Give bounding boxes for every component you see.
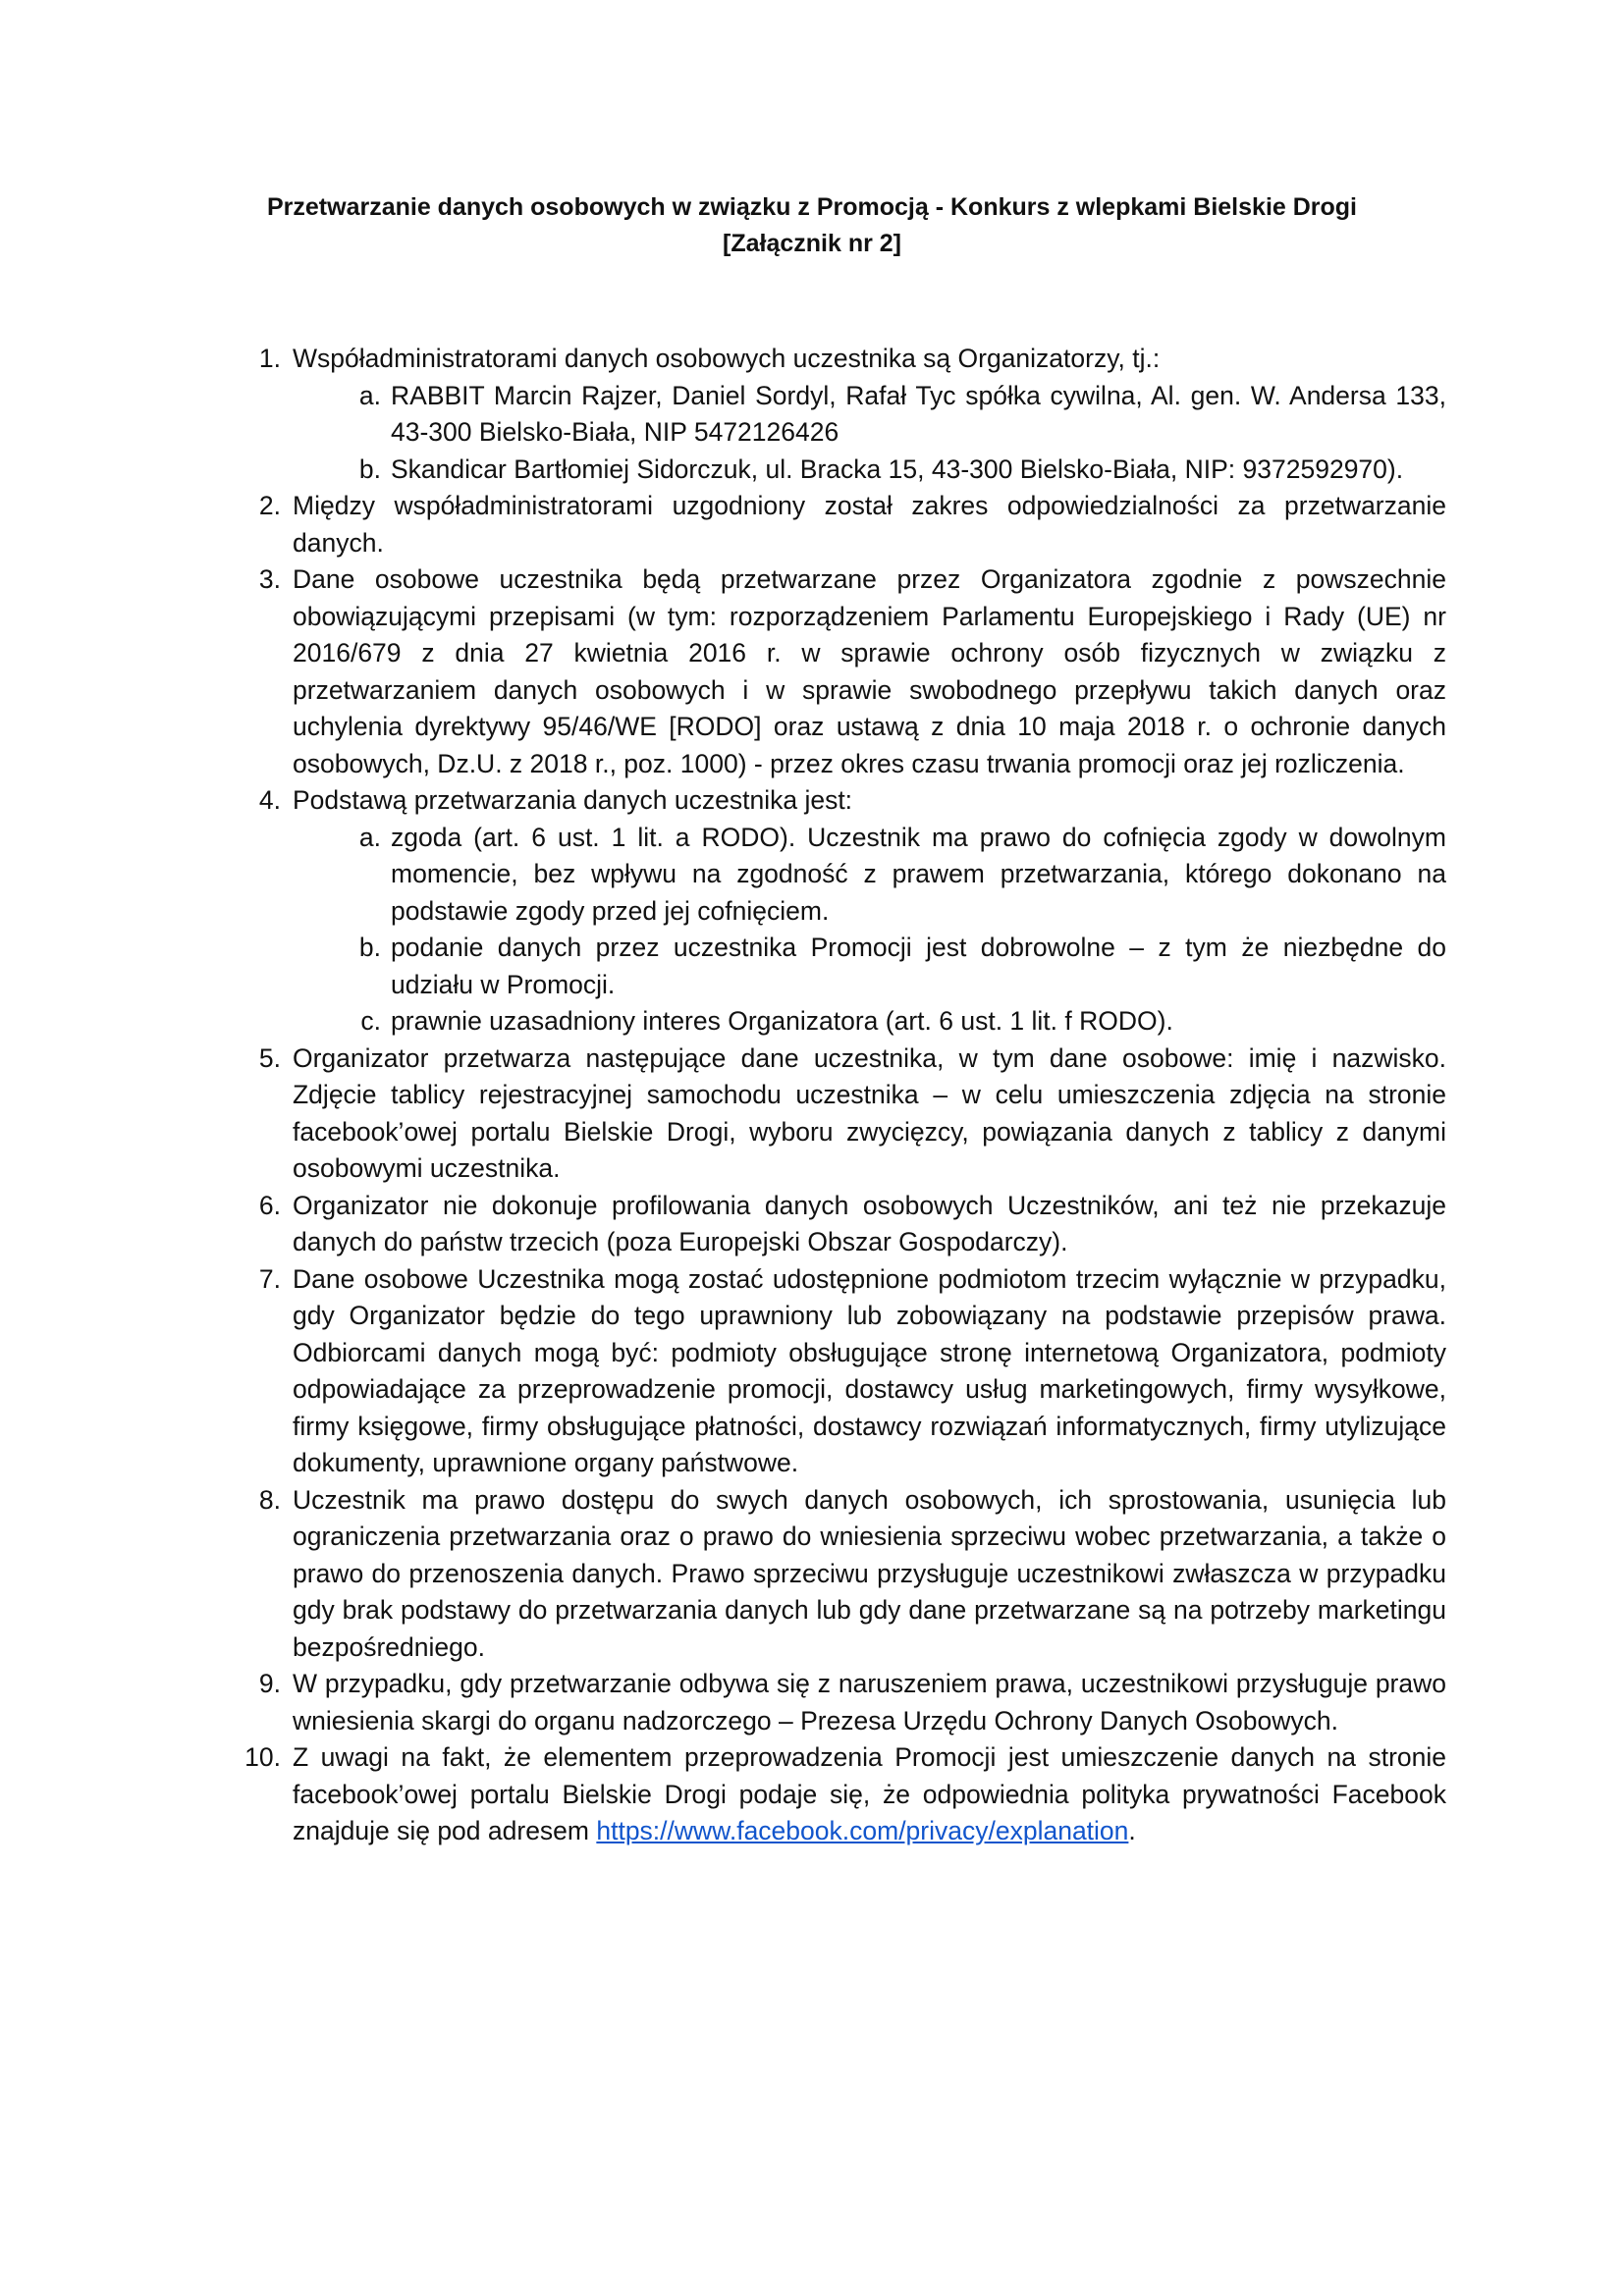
sub-text: RABBIT Marcin Rajzer, Daniel Sordyl, Rafał Tyc spółka cywilna, Al. gen. W. Andersa 133, 43-300 Bielsko-Biała, NIP 5472126426: [391, 380, 1446, 447]
clause-text: Uczestnik ma prawo dostępu do swych danych osobowych, ich sprostowania, usunięcia lub ograniczenia przetwarzania oraz o prawo do wniesienia sprzeciwu wobec przetwarzania, a także o prawo do przenoszenia danych. Prawo sprzeciwu przysługuje uczestnikowi zwłaszcza w przypadku gdy brak podstawy do przetwarzania danych lub gdy dane przetwarzane są na potrzeby marketingu bezpośredniego.: [293, 1484, 1446, 1662]
clause-1-b: [358, 452, 1446, 489]
clause-3: [258, 561, 1446, 782]
clause-text: Dane osobowe uczestnika będą przetwarzane przez Organizatora zgodnie z powszechnie obowiązującymi przepisami (w tym: rozporządzeniem Parlamentu Europejskiego i Rady (UE) nr 2016/679 z dnia 27 kwietnia 2016 r. w sprawie ochrony osób fizycznych w związku z przetwarzaniem danych osobowych i w sprawie swobodnego przepływu takich danych oraz uchylenia dyrektywy 95/46/WE [RODO] oraz ustawą z dnia 10 maja 2018 r. o ochronie danych osobowych, Dz.U. z 2018 r., poz. 1000) - przez okres czasu trwania promocji oraz jej rozliczenia.: [293, 564, 1446, 778]
clause-text: Podstawą przetwarzania danych uczestnika jest:: [293, 785, 853, 815]
clause-7: [258, 1261, 1446, 1482]
clause-number: 10.: [244, 1742, 281, 1772]
clause-2: [258, 488, 1446, 561]
clause-4-c: [360, 1003, 1446, 1041]
sub-letter: b.: [358, 933, 381, 962]
clause-number: 4.: [258, 785, 281, 815]
clause-9: [258, 1666, 1446, 1739]
clause-number: 1.: [258, 344, 281, 373]
privacy-policy-link[interactable]: https://www.facebook.com/privacy/explanation: [596, 1816, 1129, 1845]
sub-text: Skandicar Bartłomiej Sidorczuk, ul. Bracka 15, 43-300 Bielsko-Biała, NIP: 9372592970).: [391, 454, 1404, 484]
clause-4-a: [358, 820, 1446, 931]
sub-text: podanie danych przez uczestnika Promocji jest dobrowolne – z tym że niezbędne do udziału w Promocji.: [391, 933, 1446, 999]
clause-4-b: [358, 930, 1446, 1003]
clause-6: [258, 1188, 1446, 1261]
clause-5: [258, 1041, 1446, 1188]
title-line-2: [Załącznik nr 2]: [723, 230, 901, 257]
sub-text: prawnie uzasadniony interes Organizatora (art. 6 ust. 1 lit. f RODO).: [391, 1006, 1173, 1036]
sub-letter: b.: [358, 454, 381, 484]
clause-text: Organizator nie dokonuje profilowania danych osobowych Uczestników, ani też nie przekazuje danych do państw trzecich (poza Europejski Obszar Gospodarczy).: [293, 1190, 1446, 1256]
clause-1-sublist: [293, 378, 1446, 489]
sub-letter: a.: [358, 380, 381, 410]
sub-text: zgoda (art. 6 ust. 1 lit. a RODO). Uczestnik ma prawo do cofnięcia zgody w dowolnym momencie, bez wpływu na zgodność z prawem przetwarzania, którego dokonano na podstawie zgody przed jej cofnięciem.: [391, 822, 1446, 926]
clause-8: [258, 1482, 1446, 1667]
clauses-list: [244, 341, 1446, 1850]
clause-1: [258, 341, 1446, 488]
clause-4-sublist: [293, 820, 1446, 1041]
clause-text: W przypadku, gdy przetwarzanie odbywa się z naruszeniem prawa, uczestnikowi przysługuje prawo wniesienia skargi do organu nadzorczego – Prezesa Urzędu Ochrony Danych Osobowych.: [293, 1669, 1446, 1735]
clause-number: 6.: [258, 1190, 281, 1220]
sub-letter: c.: [360, 1006, 381, 1036]
sub-letter: a.: [358, 822, 381, 852]
clause-number: 9.: [258, 1669, 281, 1698]
clause-text: Między współadministratorami uzgodniony został zakres odpowiedzialności za przetwarzanie danych.: [293, 491, 1446, 558]
clause-end-punctuation: .: [1128, 1816, 1136, 1845]
clause-text: Organizator przetwarza następujące dane uczestnika, w tym dane osobowe: imię i nazwisko. Zdjęcie tablicy rejestracyjnej samochodu uczestnika – w celu umieszczenia zdjęcia na stronie facebook’owej portalu Bielskie Drogi, wyboru zwycięzcy, powiązania danych z tablicy z danymi osobowymi uczestnika.: [293, 1042, 1446, 1183]
clause-number: 8.: [258, 1484, 281, 1515]
clause-number: 2.: [258, 491, 281, 520]
document-title: [147, 189, 1477, 262]
title-line-1: Przetwarzanie danych osobowych w związku z Promocją - Konkurs z wlepkami Bielskie Drogi: [266, 193, 1358, 221]
clause-text: Z uwagi na fakt, że elementem przeprowadzenia Promocji jest umieszczenie danych na stronie facebook’owej portalu Bielskie Drogi podaje się, że odpowiednia polityka prywatności Facebook znajduje się pod adresem: [293, 1742, 1446, 1845]
clause-10: [244, 1739, 1446, 1850]
clause-text: Współadministratorami danych osobowych uczestnika są Organizatorzy, tj.:: [293, 344, 1161, 373]
clause-number: 7.: [258, 1263, 281, 1294]
clause-number: 5.: [258, 1042, 281, 1073]
clause-number: 3.: [258, 564, 281, 594]
clause-1-a: [358, 378, 1446, 452]
clause-text: Dane osobowe Uczestnika mogą zostać udostępnione podmiotom trzecim wyłącznie w przypadku, gdy Organizator będzie do tego uprawniony lub zobowiązany na podstawie przepisów prawa. Odbiorcami danych mogą być: podmioty obsługujące stronę internetową Organizatora, podmioty odpowiadające za przeprowadzenie promocji, dostawcy usług marketingowych, firmy wysyłkowe, firmy księgowe, firmy obsługujące płatności, dostawcy rozwiązań informatycznych, firmy utylizujące dokumenty, uprawnione organy państwowe.: [293, 1263, 1446, 1477]
clause-4: [258, 782, 1446, 1041]
